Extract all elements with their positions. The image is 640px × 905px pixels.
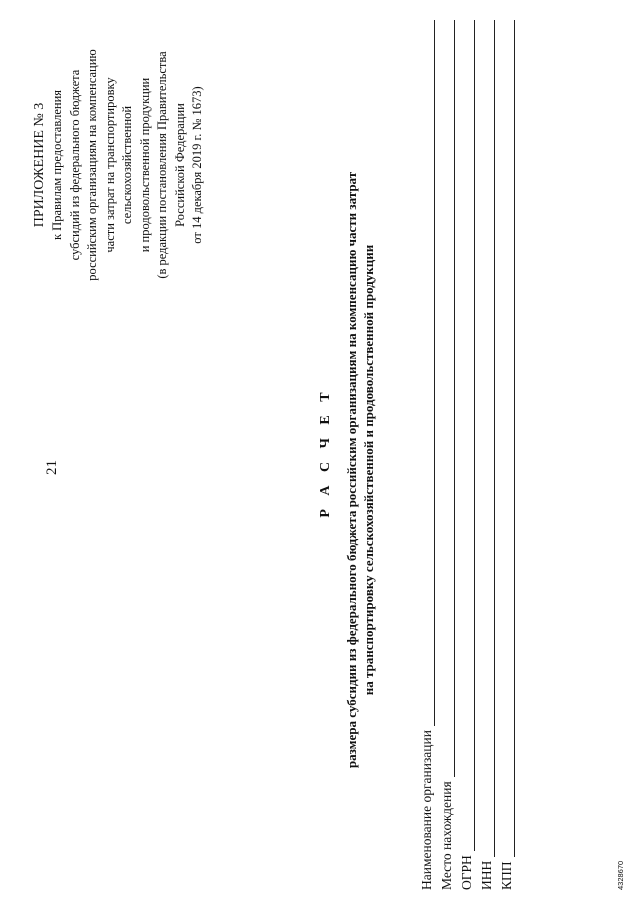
appendix-line: российским организациям на компенсацию (85, 49, 99, 281)
appendix-block (30, 15, 207, 315)
appendix-title: ПРИЛОЖЕНИЕ № 3 (32, 102, 47, 228)
document-title: Р А С Ч Е Т (318, 387, 333, 518)
document-subtitle (343, 115, 377, 825)
field-kpp (495, 20, 515, 890)
appendix-line: Российской Федерации (172, 103, 187, 227)
field-label: Наименование организации (419, 730, 434, 890)
appendix-line: к Правилам предоставления (50, 89, 64, 241)
field-label: ОГРН (459, 855, 474, 890)
appendix-line: субсидий из федерального бюджета (67, 69, 82, 261)
field-location (435, 20, 455, 890)
document-code: 4328670 (616, 860, 625, 890)
field-ogrn (455, 20, 475, 890)
appendix-line: от 14 декабря 2019 г. № 1673) (190, 86, 204, 244)
subtitle-line: размера субсидии из федерального бюджета российским организациям на компенсацию части затрат (344, 171, 359, 769)
field-inn (475, 20, 495, 890)
field-label: Место нахождения (439, 781, 454, 890)
fill-line[interactable] (441, 20, 455, 777)
organization-fields (415, 20, 515, 890)
fill-line[interactable] (421, 20, 435, 726)
subtitle-line: на транспортировку сельскохозяйственной и продовольственной продукции (361, 244, 376, 696)
appendix-line: сельскохозяйственной (120, 105, 134, 225)
fill-line[interactable] (481, 20, 495, 857)
field-label: КПП (499, 861, 514, 890)
appendix-line: и продовольственной продукции (137, 77, 152, 253)
fill-line[interactable] (501, 20, 515, 857)
field-label: ИНН (479, 860, 494, 890)
appendix-line: части затрат на транспортировку (102, 77, 117, 253)
page-number: 21 (44, 460, 60, 475)
field-organization-name (415, 20, 435, 890)
fill-line[interactable] (461, 20, 475, 851)
appendix-line: (в редакции постановления Правительства (155, 51, 169, 279)
